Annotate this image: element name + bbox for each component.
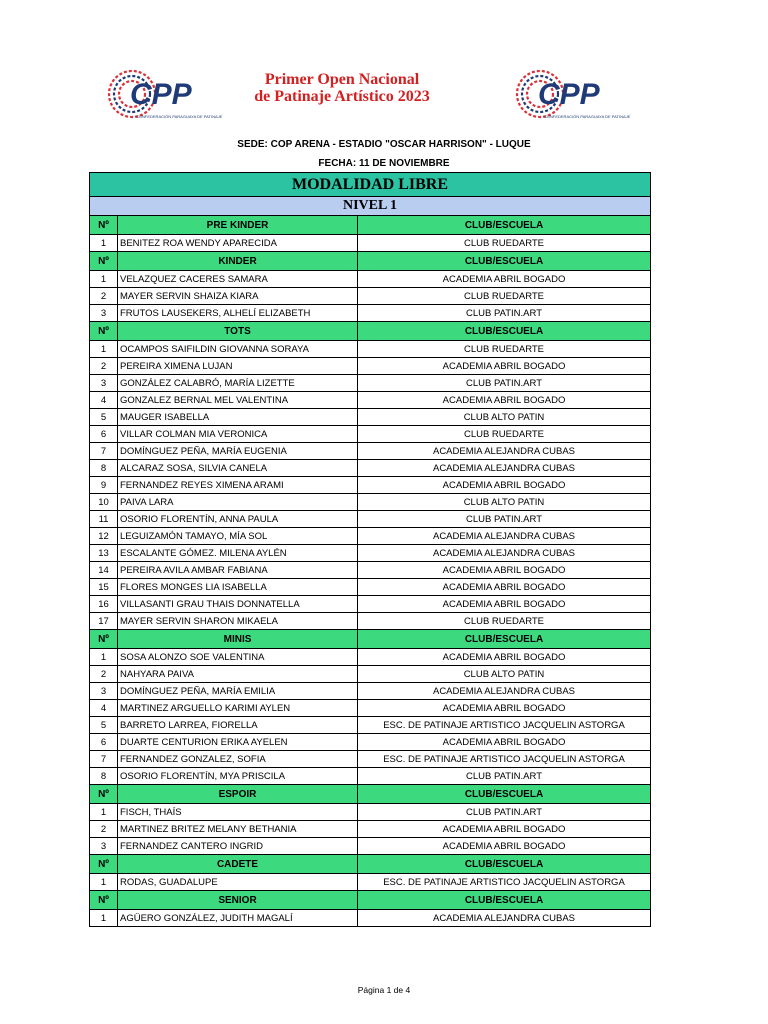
skater-name: FERNANDEZ REYES XIMENA ARAMI [118, 477, 358, 494]
category-header-row [90, 785, 651, 804]
skater-name: VILLAR COLMAN MIA VERONICA [118, 426, 358, 443]
num-column-header: Nº [90, 322, 118, 341]
row-number: 10 [90, 494, 118, 511]
table-row [90, 734, 651, 751]
club-column-header: CLUB/ESCUELA [358, 216, 651, 235]
club-name: CLUB ALTO PATIN [358, 666, 651, 683]
category-header-row [90, 252, 651, 271]
table-row [90, 511, 651, 528]
club-name: CLUB PATIN.ART [358, 375, 651, 392]
club-name: ACADEMIA ABRIL BOGADO [358, 271, 651, 288]
row-number: 12 [90, 528, 118, 545]
skater-name: DOMÍNGUEZ PEÑA, MARÍA EMILIA [118, 683, 358, 700]
club-name: ACADEMIA ABRIL BOGADO [358, 596, 651, 613]
skater-name: MAYER SERVIN SHAIZA KIARA [118, 288, 358, 305]
club-name: CLUB PATIN.ART [358, 804, 651, 821]
logo-subtext: CONFEDERACIÓN PARAGUAYA DE PATINAJE [544, 114, 631, 119]
club-name: ACADEMIA ALEJANDRA CUBAS [358, 910, 651, 927]
skater-name: MAUGER ISABELLA [118, 409, 358, 426]
logo-text: CPP [538, 78, 600, 111]
category-name: PRE KINDER [118, 216, 358, 235]
row-number: 7 [90, 443, 118, 460]
skater-name: DUARTE CENTURION ERIKA AYELEN [118, 734, 358, 751]
row-number: 4 [90, 700, 118, 717]
club-name: ACADEMIA ABRIL BOGADO [358, 734, 651, 751]
category-name: KINDER [118, 252, 358, 271]
row-number: 1 [90, 235, 118, 252]
table-row [90, 235, 651, 252]
table-row [90, 341, 651, 358]
row-number: 1 [90, 874, 118, 891]
table-row [90, 874, 651, 891]
table-row [90, 717, 651, 734]
skater-name: VILLASANTI GRAU THAIS DONNATELLA [118, 596, 358, 613]
skater-name: VELAZQUEZ CACERES SAMARA [118, 271, 358, 288]
cpp-logo-left [106, 62, 223, 124]
table-row [90, 751, 651, 768]
skater-name: FERNANDEZ CANTERO INGRID [118, 838, 358, 855]
category-name: TOTS [118, 322, 358, 341]
skater-name: BARRETO LARREA, FIORELLA [118, 717, 358, 734]
club-name: ACADEMIA ALEJANDRA CUBAS [358, 460, 651, 477]
row-number: 11 [90, 511, 118, 528]
table-row [90, 460, 651, 477]
skater-name: OSORIO FLORENTÍN, ANNA PAULA [118, 511, 358, 528]
club-name: CLUB RUEDARTE [358, 426, 651, 443]
club-name: CLUB RUEDARTE [358, 288, 651, 305]
row-number: 7 [90, 751, 118, 768]
club-name: ACADEMIA ABRIL BOGADO [358, 700, 651, 717]
table-row [90, 443, 651, 460]
num-column-header: Nº [90, 855, 118, 874]
skater-name: MARTINEZ ARGUELLO KARIMI AYLEN [118, 700, 358, 717]
row-number: 5 [90, 717, 118, 734]
level-row [90, 197, 651, 216]
table-row [90, 596, 651, 613]
skater-name: DOMÍNGUEZ PEÑA, MARÍA EUGENIA [118, 443, 358, 460]
table-row [90, 392, 651, 409]
logo-text: CPP [130, 78, 192, 111]
skater-name: PAIVA LARA [118, 494, 358, 511]
club-name: ACADEMIA ABRIL BOGADO [358, 579, 651, 596]
num-column-header: Nº [90, 891, 118, 910]
club-name: CLUB RUEDARTE [358, 613, 651, 630]
row-number: 6 [90, 426, 118, 443]
club-name: CLUB PATIN.ART [358, 305, 651, 322]
num-column-header: Nº [90, 785, 118, 804]
row-number: 1 [90, 341, 118, 358]
skater-name: PEREIRA AVILA AMBAR FABIANA [118, 562, 358, 579]
skater-name: RODAS, GUADALUPE [118, 874, 358, 891]
table-row [90, 528, 651, 545]
venue-line: SEDE: COP ARENA - ESTADIO "OSCAR HARRISON" - LUQUE [237, 139, 531, 150]
skater-name: OSORIO FLORENTÍN, MYA PRISCILA [118, 768, 358, 785]
club-column-header: CLUB/ESCUELA [358, 855, 651, 874]
table-row [90, 358, 651, 375]
club-name: CLUB PATIN.ART [358, 768, 651, 785]
table-row [90, 288, 651, 305]
club-column-header: CLUB/ESCUELA [358, 322, 651, 341]
row-number: 2 [90, 666, 118, 683]
club-name: ACADEMIA ALEJANDRA CUBAS [358, 443, 651, 460]
club-name: ACADEMIA ALEJANDRA CUBAS [358, 683, 651, 700]
table-row [90, 666, 651, 683]
row-number: 15 [90, 579, 118, 596]
club-column-header: CLUB/ESCUELA [358, 252, 651, 271]
club-name: ACADEMIA ABRIL BOGADO [358, 649, 651, 666]
skater-name: GONZÁLEZ CALABRÓ, MARÍA LIZETTE [118, 375, 358, 392]
skater-name: SOSA ALONZO SOE VALENTINA [118, 649, 358, 666]
table-row [90, 426, 651, 443]
page-number: Página 1 de 4 [357, 985, 411, 995]
row-number: 13 [90, 545, 118, 562]
table-row [90, 821, 651, 838]
club-name: ESC. DE PATINAJE ARTISTICO JACQUELIN ASTORGA [358, 751, 651, 768]
club-name: ACADEMIA ABRIL BOGADO [358, 477, 651, 494]
category-header-row [90, 216, 651, 235]
row-number: 1 [90, 804, 118, 821]
category-header-row [90, 891, 651, 910]
table-row [90, 768, 651, 785]
row-number: 2 [90, 358, 118, 375]
event-title [222, 71, 462, 105]
skater-name: OCAMPOS SAIFILDIN GIOVANNA SORAYA [118, 341, 358, 358]
skater-name: LEGUIZAMÓN TAMAYO, MÍA SOL [118, 528, 358, 545]
modality-title: MODALIDAD LIBRE [90, 173, 651, 197]
row-number: 5 [90, 409, 118, 426]
table-row [90, 579, 651, 596]
title-line-1: Primer Open Nacional [264, 71, 420, 88]
row-number: 3 [90, 683, 118, 700]
row-number: 1 [90, 910, 118, 927]
club-name: ACADEMIA ALEJANDRA CUBAS [358, 545, 651, 562]
category-name: ESPOIR [118, 785, 358, 804]
row-number: 2 [90, 288, 118, 305]
category-header-row [90, 630, 651, 649]
club-name: ACADEMIA ABRIL BOGADO [358, 562, 651, 579]
table-row [90, 494, 651, 511]
table-row [90, 613, 651, 630]
skater-name: GONZALEZ BERNAL MEL VALENTINA [118, 392, 358, 409]
table-row [90, 700, 651, 717]
category-name: MINIS [118, 630, 358, 649]
row-number: 1 [90, 271, 118, 288]
table-row [90, 910, 651, 927]
club-column-header: CLUB/ESCUELA [358, 630, 651, 649]
row-number: 1 [90, 649, 118, 666]
table-row [90, 562, 651, 579]
num-column-header: Nº [90, 630, 118, 649]
table-row [90, 683, 651, 700]
row-number: 3 [90, 838, 118, 855]
table-row [90, 375, 651, 392]
club-name: ESC. DE PATINAJE ARTISTICO JACQUELIN ASTORGA [358, 717, 651, 734]
table-row [90, 838, 651, 855]
skater-name: ESCALANTE GÓMEZ. MILENA AYLÉN [118, 545, 358, 562]
club-name: ACADEMIA ABRIL BOGADO [358, 358, 651, 375]
row-number: 16 [90, 596, 118, 613]
skater-name: FRUTOS LAUSEKERS, ALHELÍ ELIZABETH [118, 305, 358, 322]
category-name: SENIOR [118, 891, 358, 910]
club-name: ACADEMIA ALEJANDRA CUBAS [358, 528, 651, 545]
row-number: 2 [90, 821, 118, 838]
row-number: 3 [90, 305, 118, 322]
club-name: ACADEMIA ABRIL BOGADO [358, 821, 651, 838]
num-column-header: Nº [90, 252, 118, 271]
skater-name: BENITEZ ROA WENDY APARECIDA [118, 235, 358, 252]
table-row [90, 271, 651, 288]
skater-name: NAHYARA PAIVA [118, 666, 358, 683]
table-row [90, 804, 651, 821]
row-number: 17 [90, 613, 118, 630]
row-number: 6 [90, 734, 118, 751]
table-row [90, 649, 651, 666]
row-number: 8 [90, 460, 118, 477]
category-header-row [90, 322, 651, 341]
category-name: CADETE [118, 855, 358, 874]
participants-table [89, 172, 651, 927]
skater-name: MAYER SERVIN SHARON MIKAELA [118, 613, 358, 630]
club-name: CLUB ALTO PATIN [358, 409, 651, 426]
club-name: CLUB ALTO PATIN [358, 494, 651, 511]
title-line-2: de Patinaje Artístico 2023 [254, 88, 430, 105]
skater-name: FERNANDEZ GONZALEZ, SOFIA [118, 751, 358, 768]
club-column-header: CLUB/ESCUELA [358, 891, 651, 910]
club-name: CLUB RUEDARTE [358, 235, 651, 252]
skater-name: AGÜERO GONZÁLEZ, JUDITH MAGALÍ [118, 910, 358, 927]
row-number: 3 [90, 375, 118, 392]
club-name: ACADEMIA ABRIL BOGADO [358, 392, 651, 409]
club-name: ESC. DE PATINAJE ARTISTICO JACQUELIN ASTORGA [358, 874, 651, 891]
row-number: 14 [90, 562, 118, 579]
row-number: 8 [90, 768, 118, 785]
skater-name: FISCH, THAÍS [118, 804, 358, 821]
level-title: NIVEL 1 [90, 197, 651, 216]
club-name: ACADEMIA ABRIL BOGADO [358, 838, 651, 855]
logo-subtext: CONFEDERACIÓN PARAGUAYA DE PATINAJE [136, 114, 223, 119]
skater-name: MARTINEZ BRITEZ MELANY BETHANIA [118, 821, 358, 838]
club-name: CLUB PATIN.ART [358, 511, 651, 528]
row-number: 9 [90, 477, 118, 494]
modality-row [90, 173, 651, 197]
category-header-row [90, 855, 651, 874]
club-name: CLUB RUEDARTE [358, 341, 651, 358]
skater-name: ALCARAZ SOSA, SILVIA CANELA [118, 460, 358, 477]
club-column-header: CLUB/ESCUELA [358, 785, 651, 804]
table-row [90, 305, 651, 322]
date-line: FECHA: 11 DE NOVIEMBRE [318, 158, 450, 169]
skater-name: FLORES MONGES LIA ISABELLA [118, 579, 358, 596]
table-row [90, 477, 651, 494]
table-row [90, 409, 651, 426]
cpp-logo-right [514, 62, 631, 124]
table-row [90, 545, 651, 562]
num-column-header: Nº [90, 216, 118, 235]
skater-name: PEREIRA XIMENA LUJAN [118, 358, 358, 375]
row-number: 4 [90, 392, 118, 409]
